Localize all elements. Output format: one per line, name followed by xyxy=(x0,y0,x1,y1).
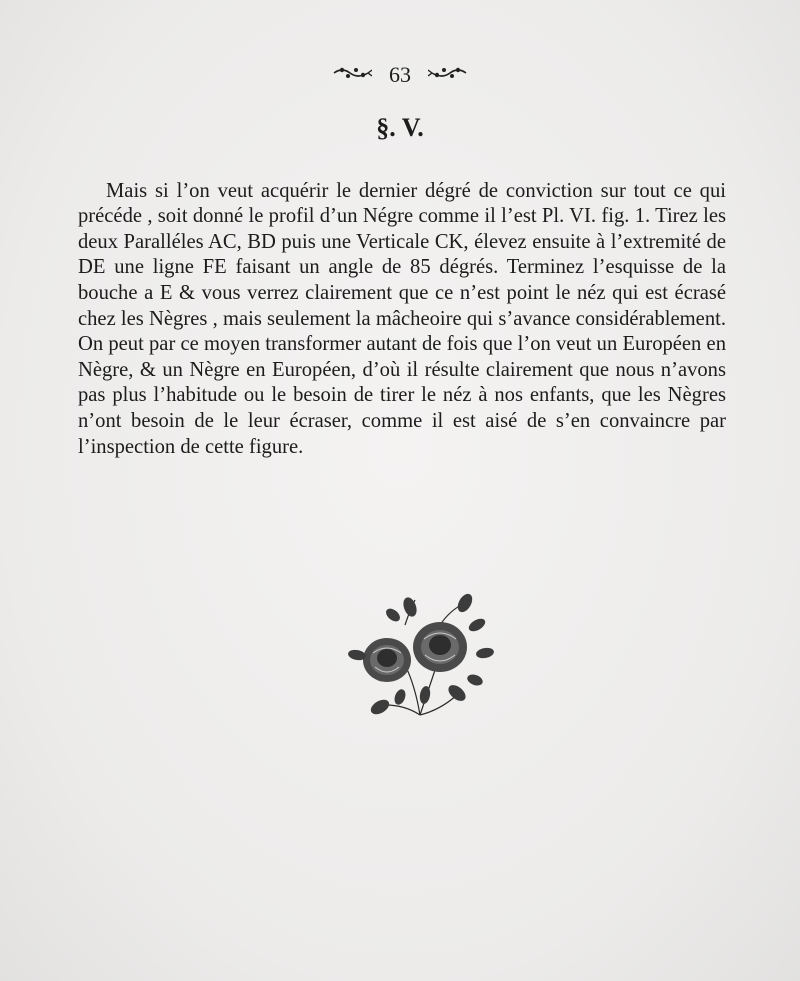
left-fleur-ornament-icon xyxy=(332,65,372,85)
right-fleur-ornament-icon xyxy=(428,65,468,85)
page-header xyxy=(0,62,800,88)
page-number: 63 xyxy=(389,62,411,87)
section-heading: §. V. xyxy=(376,113,424,142)
body-paragraph: Mais si l’on veut acquérir le dernier dégré de conviction sur tout ce qui précéde , soit donné le profil d’un Négre comme il l’est Pl. VI. fig. 1. Tirez les deux Paralléles AC, BD puis une Verticale CK, élevez ensuite à l’extremité de DE une ligne FE faisant un angle de 85 dégrés. Terminez l’esquisse de la bouche a E & vous verrez clairement que ce n’est point le néz qui est écrasé chez les Nègres , mais seulement la mâcheoire qui s’avance considérablement. On peut par ce moyen transformer autant de fois que l’on veut un Européen en Nègre, & un Nègre en Européen, d’où il résulte clairement que nous n’avons pas plus l’habitude ou le besoin de tirer le néz à nos enfants, que les Nègres n’ont besoin de le leur écraser, comme il est aisé de s’en convaincre par l’inspection de cette figure. xyxy=(78,179,726,458)
flower-fleuron-icon xyxy=(345,585,495,730)
